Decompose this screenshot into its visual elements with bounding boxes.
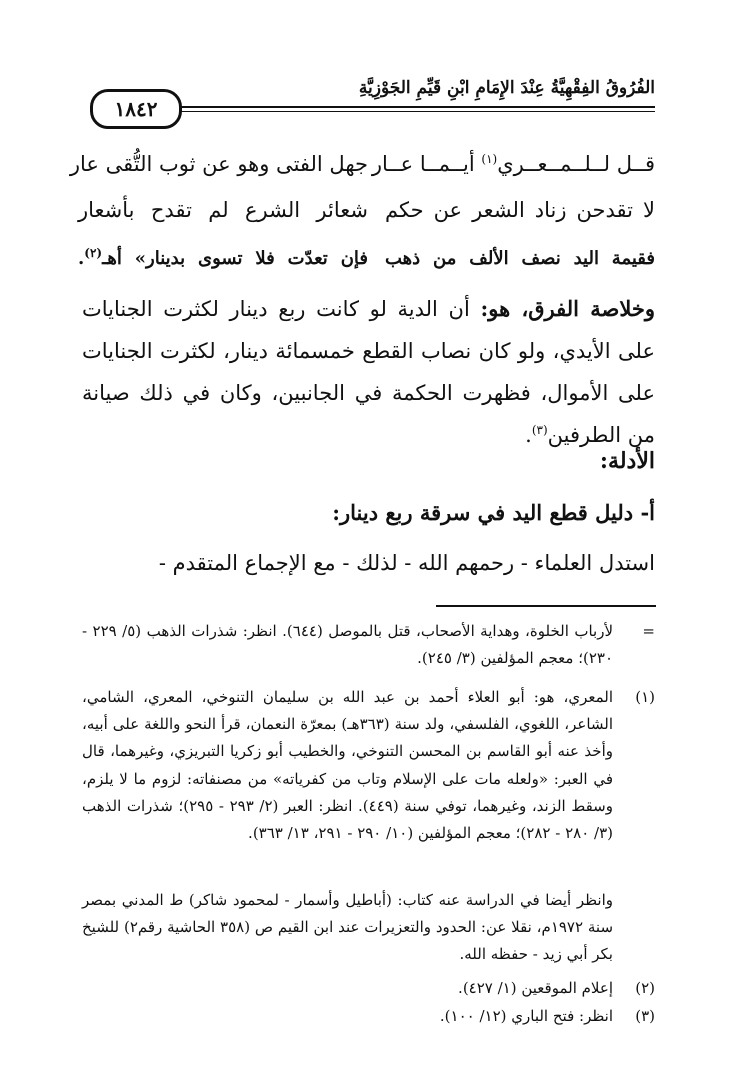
footnote-separator	[436, 605, 656, 607]
verse-1-first-hemistich: قــل لــلــمــعــري$^{(١)}$ أيــمــا عــار	[371, 152, 655, 176]
running-header-title: الفُرُوقُ الفِقْهِيَّةُ عِنْدَ الإِمَامِ ابْنِ قَيِّمِ الجَوْزِيَّةِ	[358, 78, 655, 98]
verse-3-first-hemistich: فقيمة اليد نصف الألف من ذهب	[385, 248, 655, 269]
footnote-2: (٢) إعلام الموقعين (١/ ٤٢٧).	[458, 979, 655, 997]
page-number: ١٨٤٢	[114, 97, 158, 121]
summary-lead: وخلاصة الفرق، هو:	[480, 296, 655, 321]
footnote-ref-3: (٣)	[531, 423, 548, 437]
poem-verse-1	[69, 152, 655, 192]
verse-2-first-hemistich: لا تقدحن زناد الشعر عن حكم	[385, 198, 655, 222]
summary-paragraph: وخلاصة الفرق، هو: أن الدية لو كانت ربع دينار لكثرت الجنايات على الأيدي، ولو كان نصاب القطع خمسمائة دينار، لكثرت الجنايات على الأموال، فظهرت الحكمة في الجانبين، وكان في ذلك صيانة من الطرفين$^{(٣)}$.	[82, 296, 655, 447]
footnote-ref-1: (١)	[481, 152, 498, 166]
poem-verse-2	[78, 198, 655, 238]
poem-verse-3	[78, 248, 655, 288]
footnote-ref-2: (٢)	[84, 246, 103, 260]
footnote-3: (٣) انظر: فتح الباري (١٢/ ١٠٠).	[439, 1007, 655, 1025]
verse-2-second-hemistich: شعائر الشرع لم تقدح بأشعار	[78, 198, 368, 222]
verse-1-second-hemistich: جهل الفتى وهو عن ثوب التُّقى عار	[69, 152, 368, 176]
footnote-continued: = لأرباب الخلوة، وهداية الأصحاب، قتل بالموصل (٦٤٤). انظر: شذرات الذهب (٥/ ٢٢٩ - ٢٣٠)؛ معجم المؤلفين (٣/ ٢٤٥).	[82, 622, 655, 668]
evidence-heading: الأدلة:	[599, 448, 655, 474]
page-number-badge	[90, 89, 182, 129]
footnote-1: (١) المعري، هو: أبو العلاء أحمد بن عبد الله بن سليمان التنوخي، المعري، الشامي، الشاعر، اللغوي، الفلسفي، ولد سنة (٣٦٣هـ) بمعرّة النعمان، قرأ النحو واللغة على أبيه، وأخذ عنه أبو القاسم بن المحسن التنوخي، والخطيب أبو زكريا التبريزي، وغيرهما، قال في العبر: «ولعله مات على الإسلام وتاب من كفرياته» من مصنفاته: لزوم ما لا يلزم، وسقط الزند، وغيرهما، توفي سنة (٤٤٩). انظر: العبر (٢/ ٢٩٣ - ٢٩٥)؛ شذرات الذهب (٣/ ٢٨٠ - ٢٨٢)؛ معجم المؤلفين (١٠/ ٢٩٠ - ٢٩١، ١٣/ ٣٦٣).	[82, 688, 655, 843]
subheading: أ- دليل قطع اليد في سرقة ربع دينار:	[332, 500, 655, 525]
summary-text: أن الدية لو كانت ربع دينار لكثرت الجنايات على الأيدي، ولو كان نصاب القطع خمسمائة دينار، لكثرت الجنايات على الأموال، فظهرت الحكمة في الجانبين، وكان في ذلك صيانة من الطرفين	[82, 297, 655, 447]
body-line: استدل العلماء - رحمهم الله - لذلك - مع الإجماع المتقدم -	[158, 551, 655, 575]
footnote-1-continued: وانظر أيضا في الدراسة عنه كتاب: (أباطيل وأسمار - لمحمود شاكر) ط المدني بمصر سنة ١٩٧٢م، نقلا عن: الحدود والتعزيرات عند ابن القيم ص (٣٥٨ الحاشية رقم٢) للشيخ بكر أبي زيد - حفظه الله.	[82, 891, 614, 964]
verse-3-second-hemistich: فإن تعدّت فلا تسوى بدينار» أهـ$^{(٢)}$.	[78, 246, 368, 269]
